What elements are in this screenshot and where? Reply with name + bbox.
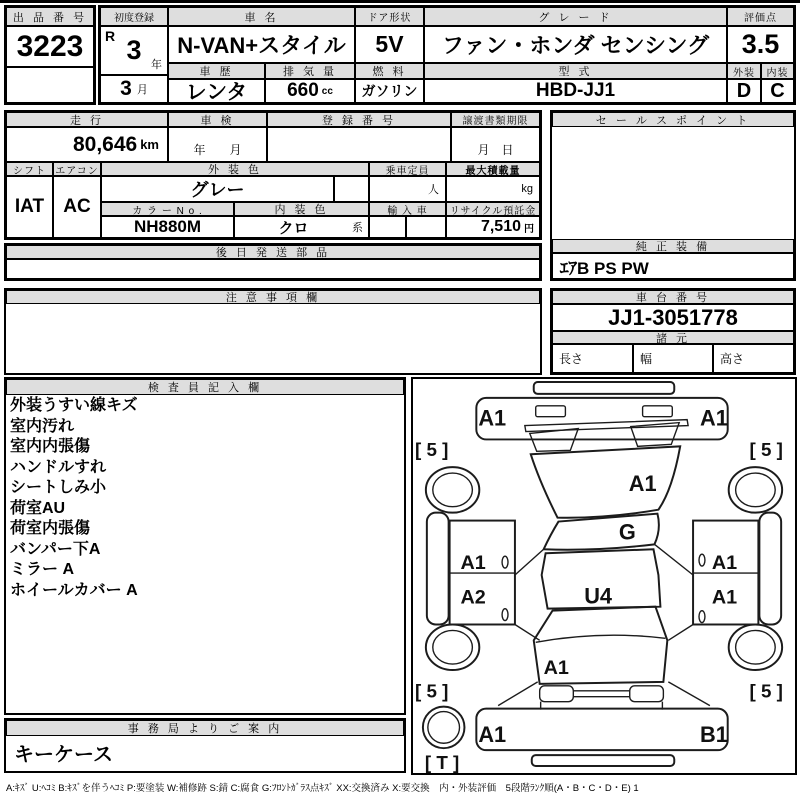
mark-left-front-door: A1: [460, 552, 486, 575]
first-reg-year-value: 3: [126, 35, 142, 65]
inspector-note: 荷室内張傷: [10, 520, 91, 537]
right-side-rail: [759, 513, 781, 625]
car-damage-diagram: [413, 379, 795, 773]
right-door-handle-front: [699, 554, 705, 566]
mark-front-bumper-right: A1: [699, 405, 728, 431]
notes-box: [4, 288, 542, 375]
mileage-value: [6, 127, 168, 162]
rear-left-wheel-inner: [433, 630, 473, 664]
mileage-label: 走 行: [6, 112, 168, 127]
inspector-note: ホイールカバー A: [10, 581, 138, 599]
rear-right-wheel: [729, 624, 782, 670]
capacity-unit: 人: [369, 176, 446, 202]
oem-equipment-value: ｴｱB PS PW: [552, 253, 794, 279]
max-load-label: 最大積載量: [446, 162, 540, 176]
gate-hinge-left: [540, 686, 574, 702]
gate-hinge-right: [630, 686, 664, 702]
later-parts-value: [6, 259, 540, 279]
inspector-note: バンパー下A: [10, 540, 101, 558]
office-box: [4, 718, 406, 773]
fuel-label: 燃 料: [355, 63, 424, 79]
score-label: 評価点: [727, 7, 794, 26]
inspector-box: [4, 377, 406, 715]
transfer-label: 譲渡書類期限: [451, 112, 540, 127]
score-value: 3.5: [727, 26, 794, 63]
inspection-label: 車 検: [168, 112, 267, 127]
inspector-label: 検 査 員 記 入 欄: [6, 379, 404, 395]
chassis-no-value: JJ1-3051778: [552, 304, 794, 331]
inspection-value: 年 月: [168, 127, 267, 162]
recycle-label: リサイクル預託金: [446, 202, 540, 216]
sales-point-label: セ ー ル ス ポ イ ン ト: [552, 112, 794, 127]
auction-no-value: 3223: [6, 26, 94, 67]
mark-rear-bumper-right: B1: [699, 722, 728, 748]
recycle-unit: 円: [524, 223, 534, 235]
interior-label: 内装: [761, 63, 794, 79]
rear-bumper: [476, 709, 727, 751]
aircon-label: エアコン: [53, 162, 101, 176]
inspector-note: ハンドルすれ: [10, 458, 107, 476]
auction-no-label: 出 品 番 号: [6, 7, 94, 26]
oem-equipment-label: 純 正 装 備: [552, 239, 794, 253]
displacement-value: [265, 79, 355, 103]
displacement-label: 排 気 量: [265, 63, 355, 79]
later-parts-box: [4, 243, 542, 281]
office-label: 事 務 局 よ り ご 案 内: [6, 720, 404, 736]
inspector-note: 室内内張傷: [10, 438, 91, 455]
car-name-value: N-VAN+スタイル: [168, 26, 355, 63]
front-left-wheel: [426, 467, 479, 513]
mark-left-rear-panel: A2: [460, 586, 486, 609]
import-empty-1: [369, 216, 406, 238]
color-no-label: カ ラ ー N o .: [101, 202, 234, 216]
inspector-notes-list: [10, 396, 400, 601]
rear-window-line: [536, 635, 666, 642]
reg-no-value: [267, 127, 451, 162]
first-reg-label: 初度登録: [100, 7, 168, 26]
mark-front-left-tire: [ 5 ]: [414, 439, 449, 461]
import-label: 輸 入 車: [369, 202, 446, 216]
front-bumper-garnish-right: [643, 406, 673, 417]
mark-rear-gate: A1: [543, 656, 569, 679]
spare-tire-inner: [428, 712, 460, 744]
ext-color-empty: [334, 176, 369, 202]
displacement-unit: cc: [321, 85, 333, 97]
mark-hood: A1: [628, 470, 657, 496]
mark-rear-left-tire: [ 5 ]: [414, 680, 449, 702]
sales-point-box: [550, 110, 796, 281]
front-bumper: [476, 398, 727, 440]
auction-no-box: [4, 5, 96, 105]
int-color-suffix: 系: [352, 222, 363, 234]
grade-label: グ レ ー ド: [424, 7, 727, 26]
rear-left-wheel: [426, 624, 479, 670]
history-label: 車 歴: [168, 63, 265, 79]
history-value: レンタ: [168, 79, 265, 103]
recycle-value: [446, 216, 540, 238]
inspector-note: 室内汚れ: [10, 417, 75, 435]
auction-no-empty: [6, 67, 94, 103]
damage-code-legend: A:ｷｽﾞ U:ﾍｺﾐ B:ｷｽﾞを伴うﾍｺﾐ P:要塗装 W:補修跡 S:錆 C:腐食 G:ﾌﾛﾝﾄｶﾞﾗｽ点ｷｽﾞ XX:交換済み X:要交換 内・外装評価 5段階ﾗﾝｸ順(A・B・C・D・E) 1: [6, 783, 639, 794]
first-reg-year: [100, 26, 168, 75]
capacity-label: 乗車定員: [369, 162, 446, 176]
first-reg-month-value: 3: [120, 77, 132, 100]
info-grid: [4, 110, 542, 240]
exterior-value: D: [727, 79, 761, 103]
vehicle-header-grid: [98, 5, 796, 105]
front-license-plate: [534, 382, 675, 394]
door-value: 5V: [355, 26, 424, 63]
mark-front-bumper-left: A1: [478, 405, 507, 431]
spec-height-label: 高さ: [713, 344, 794, 373]
gate-hinge-bar: [541, 691, 663, 710]
aircon-value: AC: [53, 176, 101, 238]
mark-front-right-tire: [ 5 ]: [749, 439, 783, 461]
mark-roof: U4: [584, 583, 613, 609]
inspector-note: 荷室AU: [10, 499, 66, 517]
int-color-label: 内 装 色: [234, 202, 369, 216]
first-reg-era: R: [105, 28, 116, 44]
chassis-no-label: 車 台 番 号: [552, 290, 794, 304]
top-border-bar: [0, 0, 800, 3]
interior-value: C: [761, 79, 794, 103]
specs-label: 諸 元: [552, 331, 794, 344]
front-right-wheel-inner: [736, 473, 776, 507]
mark-rear-bumper-left: A1: [478, 722, 507, 748]
int-color-value: [234, 216, 369, 238]
inspector-note: シートしみ小: [10, 479, 107, 496]
model-code-value: HBD-JJ1: [424, 79, 727, 103]
car-name-label: 車 名: [168, 7, 355, 26]
right-door-handle-rear: [699, 611, 705, 623]
fuel-value: ガソリン: [355, 79, 424, 103]
transfer-value: 月 日: [451, 127, 540, 162]
mark-right-rear-panel: A1: [711, 586, 738, 609]
windshield: [544, 514, 659, 550]
car-diagram-box: [411, 377, 797, 775]
int-color-name: クロ: [278, 219, 309, 237]
first-reg-year-suffix: 年: [151, 59, 162, 71]
mileage-number: 80,646: [72, 132, 138, 156]
cowl-strip: [525, 420, 688, 432]
max-load-unit: kg: [446, 176, 540, 202]
inspector-note: 外装うすい線キズ: [10, 397, 138, 414]
quarter-panel-lines: [498, 624, 710, 705]
mileage-unit: km: [140, 137, 159, 152]
rear-license-plate: [532, 755, 675, 766]
front-bumper-garnish-left: [536, 406, 566, 417]
door-label: ドア形状: [355, 7, 424, 26]
mark-windshield: G: [618, 519, 636, 545]
front-left-wheel-inner: [433, 473, 473, 507]
ext-color-label: 外 装 色: [101, 162, 369, 176]
mark-rear-right-tire: [ 5 ]: [749, 680, 783, 702]
left-door-handle-rear: [502, 609, 508, 621]
left-side-rail: [427, 513, 449, 625]
ext-color-value: グレー: [101, 176, 334, 202]
rear-right-wheel-inner: [736, 630, 776, 664]
chassis-box: [550, 288, 796, 375]
spec-length-label: 長さ: [552, 344, 633, 373]
spec-width-label: 幅: [633, 344, 713, 373]
exterior-label: 外装: [727, 63, 761, 79]
hood: [531, 446, 680, 517]
inspector-note: ミラー A: [10, 561, 75, 578]
recycle-number: 7,510: [480, 218, 521, 235]
shift-value: IAT: [6, 176, 53, 238]
spare-tire: [423, 707, 465, 749]
model-code-label: 型 式: [424, 63, 727, 79]
mark-right-front-door: A1: [711, 552, 738, 575]
left-door-handle-front: [502, 556, 508, 568]
grade-value: ファン・ホンダ センシング: [424, 26, 727, 63]
first-reg-month-suffix: 月: [136, 84, 148, 96]
later-parts-label: 後 日 発 送 部 品: [6, 245, 540, 259]
import-empty-2: [406, 216, 446, 238]
mark-spare-tire: [ T ]: [424, 751, 460, 773]
displacement-number: 660: [287, 80, 319, 101]
color-no-value: NH880M: [101, 216, 234, 238]
front-right-wheel: [729, 467, 782, 513]
notes-label: 注 意 事 項 欄: [6, 290, 540, 304]
reg-no-label: 登 録 番 号: [267, 112, 451, 127]
office-value: キーケース: [6, 736, 404, 770]
shift-label: シフト: [6, 162, 53, 176]
first-reg-month: [100, 75, 168, 103]
